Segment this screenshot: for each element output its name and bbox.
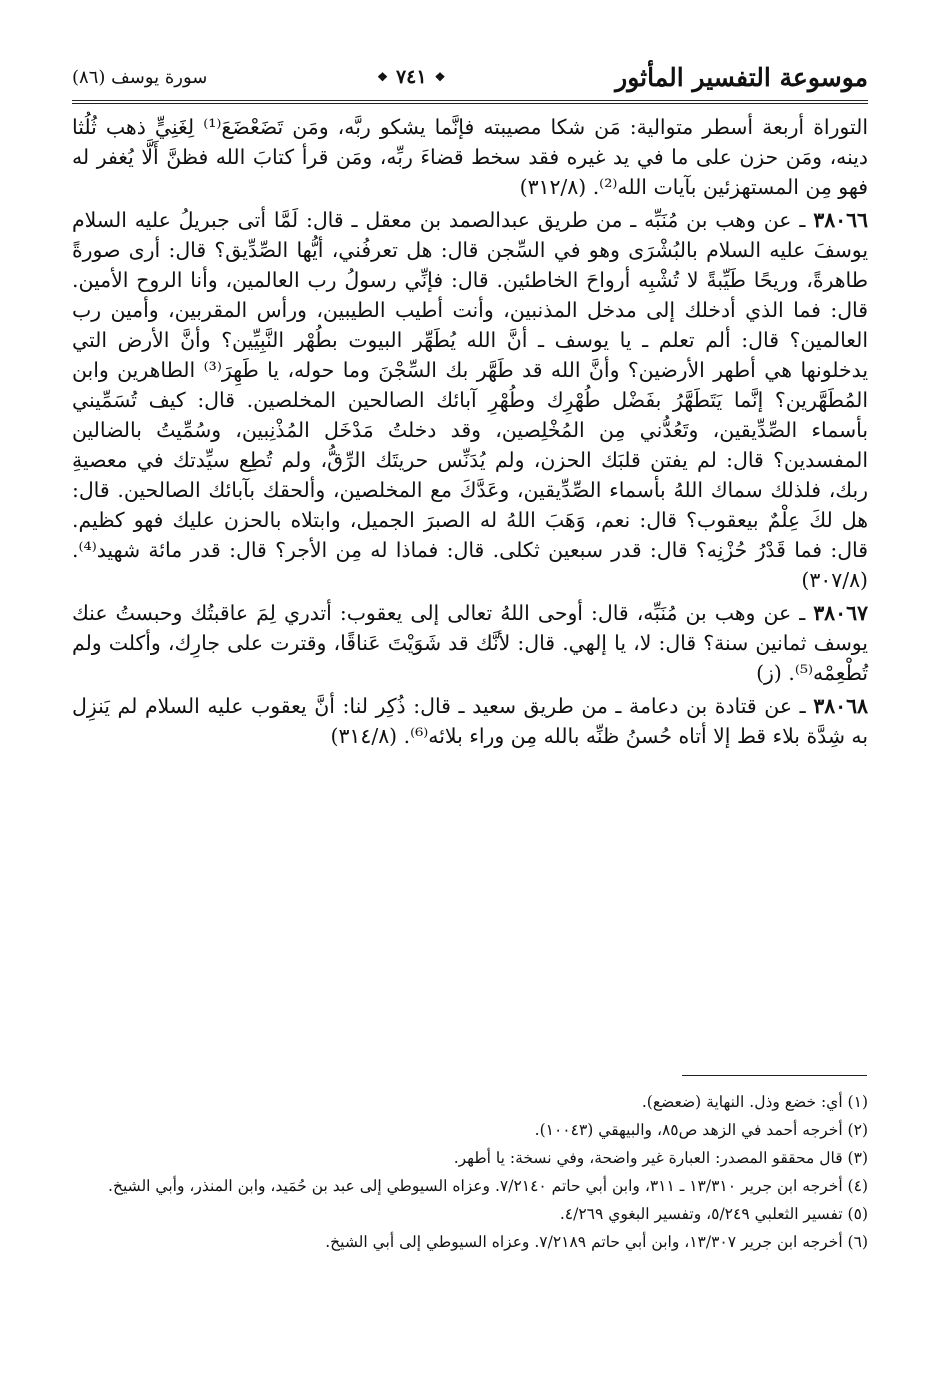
running-header bbox=[72, 58, 868, 96]
paragraph-text: ـ عن وهب بن مُنَبِّه ـ من طريق عبدالصمد بن معقل ـ قال: لَمَّا أتى جبريلُ عليه السلام يوسفَ عليه السلام بالبُشْرَى وهو في السِّجن قال: هل تعرفُني، أيُّها الصِّدِّيق؟ قال: أرى صورةً طاهرةً، وريحًا طَيِّبةً لا تُشْبِه أرواحَ الخاطئين. قال: فإنِّي رسولُ رب العالمين، وأنا الروح الأمين. قال: فما الذي أدخلك إلى مدخل المذنبين، وأنت أطيب الطيبين، ورأس المقربين، وأمين رب العالمين؟ قال: ألم تعلم ـ يا يوسف ـ أنَّ الله يُطَهِّر البيوت بطُهْر النَّبِيِّين؟ وأنَّ الأرض التي يدخلونها هي أطهر الأرضين؟ وأنَّ الله قد طَهَّر بك السِّجْنَ وما حوله، يا طَهِرَ⁽³⁾ الطاهرين وابن المُطَهَّرين؟ إنَّما يَتَطَهَّرُ بفَضْل طُهْرِك وطُهْرِ آبائك الصالحين المخلصين. قال: كيف تُسَمِّيني بأسماء الصِّدِّيقين، وتَعُدُّني مِن المُخْلِصين، وقد دخلتُ مَدْخَل المُذْنِبين، وسُمِّيتُ بالضالين المفسدين؟ قال: لم يفتن قلبَك الحزن، ولم يُدَنِّس حريتَك الرِّقُّ، ولم تُطِع سيِّدتك في معصيةِ ربك، فلذلك سماك اللهُ بأسماء الصِّدِّيقين، وعَدَّكَ مع المخلصين، وألحقك بآبائك الصالحين. قال: هل لكَ عِلْمٌ بيعقوب؟ قال: نعم، وَهَبَ اللهُ له الصبرَ الجميل، وابتلاه بالحزن عليك فهو كظيم. قال: فما قَدْرُ حُزْنِه؟ قال: قدر سبعين ثكلى. قال: فماذا له مِن الأجر؟ قال: قدر مائة شهيد⁽⁴⁾. bbox=[72, 208, 868, 562]
surah-label: سورة يوسف (٨٦) bbox=[72, 66, 208, 88]
paragraph bbox=[72, 112, 868, 202]
volume-reference: (٣١٤/٨) bbox=[330, 724, 398, 748]
volume-reference: (ز) bbox=[756, 661, 782, 685]
footnote: (٥) تفسير الثعلبي ٥/٢٤٩، وتفسير البغوي ٤/٢٦٩. bbox=[559, 1205, 868, 1223]
footnote: (٦) أخرجه ابن جرير ١٣/٣٠٧، وابن أبي حاتم ٧/٢١٨٩. وعزاه السيوطي إلى أبي الشيخ. bbox=[325, 1233, 868, 1251]
ornament-icon: ❖ bbox=[377, 70, 388, 84]
paragraph-text: التوراة أربعة أسطر متوالية: مَن شكا مصيبته فإنَّما يشكو ربَّه، ومَن تَضَعْضَعَ⁽¹⁾ لِغَنِيٍّ ذهب ثُلُثا دينه، ومَن حزن على ما في يد غيره فقد سخط قضاءَ ربِّه، ومَن قرأ كتابَ الله فظنَّ أَلَّا يُغفر له فهو مِن المستهزئين بآيات الله⁽²⁾. bbox=[72, 115, 868, 199]
footnote: (٤) أخرجه ابن جرير ١٣/٣١٠ ـ ٣١١، وابن أبي حاتم ٧/٢١٤٠. وعزاه السيوطي إلى عبد بن حُمَيد، وابن المنذر، وأبي الشيخ. bbox=[108, 1177, 868, 1195]
paragraph bbox=[72, 691, 868, 751]
page-number: ٧٤١ bbox=[395, 66, 427, 88]
paragraph bbox=[72, 205, 868, 595]
header-rule bbox=[72, 100, 868, 104]
main-text bbox=[72, 112, 868, 754]
volume-reference: (٣٠٧/٨) bbox=[801, 568, 868, 592]
paragraph bbox=[72, 598, 868, 688]
volume-reference: (٣١٢/٨) bbox=[519, 175, 587, 199]
paragraph-text: ـ عن قتادة بن دعامة ـ من طريق سعيد ـ قال: ذُكِر لنا: أنَّ يعقوب عليه السلام لم يَنزِل به شِدَّة بلاء قط إلا أتاه حُسنُ ظنِّه بالله مِن وراء بلائه⁽⁶⁾. bbox=[72, 694, 868, 748]
footnote: (٢) أخرجه أحمد في الزهد ص٨٥، والبيهقي (١٠٠٤٣). bbox=[534, 1121, 868, 1139]
page-number-block bbox=[377, 66, 445, 88]
hadith-number: ٣٨٠٦٧ bbox=[813, 601, 868, 625]
footnote: (٣) قال محققو المصدر: العبارة غير واضحة، وفي نسخة: يا أطهر. bbox=[453, 1149, 868, 1167]
book-title: موسوعة التفسير المأثور bbox=[615, 62, 868, 92]
ornament-icon: ❖ bbox=[434, 70, 446, 84]
hadith-number: ٣٨٠٦٦ bbox=[813, 208, 869, 232]
footnotes bbox=[72, 1090, 868, 1258]
hadith-number: ٣٨٠٦٨ bbox=[813, 694, 869, 718]
footnote-separator bbox=[682, 1075, 867, 1076]
paragraph-text: ـ عن وهب بن مُنَبِّه، قال: أوحى اللهُ تعالى إلى يعقوب: أتدري لِمَ عاقبتُك وحبستُ عنك يوسف ثمانين سنة؟ قال: لا، يا إلهي. قال: لأنَّك قد شَوَيْتَ عَناقًا، وقترت على جارِك، وأكلت ولم تُطْعِمْه⁽⁵⁾. bbox=[72, 601, 868, 685]
footnote: (١) أي: خضع وذل. النهاية (ضعضع). bbox=[641, 1093, 868, 1111]
